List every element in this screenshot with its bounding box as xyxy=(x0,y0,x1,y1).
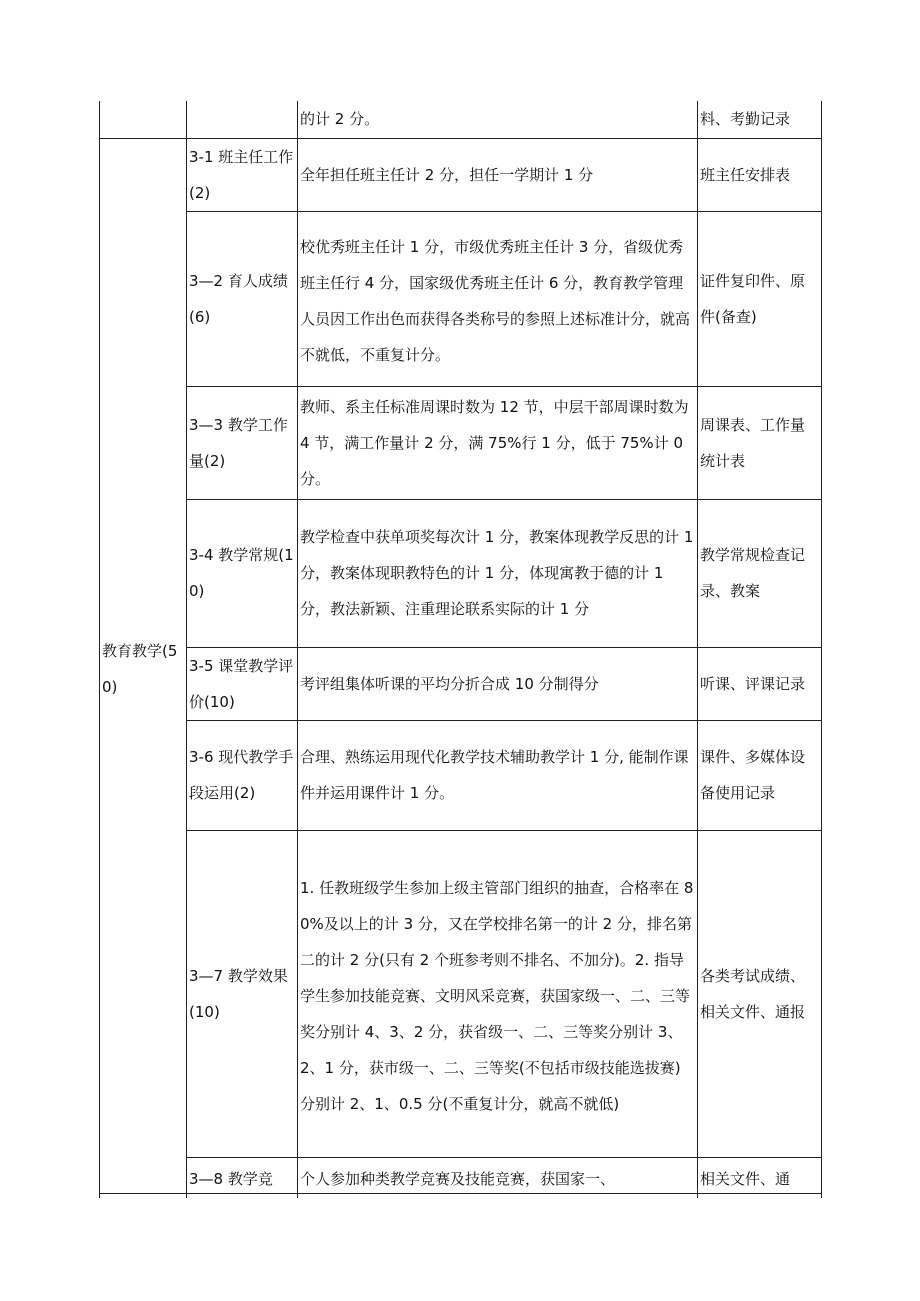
content-cell: 全年担任班主任计 2 分，担任一学期计 1 分 xyxy=(298,138,698,211)
evidence-cell: 班主任安排表 xyxy=(698,138,822,211)
table-row xyxy=(100,830,822,1157)
content-cell: 考评组集体听课的平均分折合成 10 分制得分 xyxy=(298,647,698,720)
table-row xyxy=(100,138,822,211)
item-cell: 3—2 育人成绩(6) xyxy=(187,211,298,386)
evaluation-table xyxy=(99,101,822,1198)
item-cell: 3—8 教学竞 xyxy=(187,1157,298,1198)
item-cell: 3-4 教学常规(10) xyxy=(187,499,298,647)
evidence-cell: 教学常规检查记录、教案 xyxy=(698,499,822,647)
table-row xyxy=(100,647,822,720)
evidence-cell: 料、考勤记录 xyxy=(698,101,822,138)
table-row xyxy=(100,211,822,386)
evidence-cell: 相关文件、通 xyxy=(698,1157,822,1198)
table-row xyxy=(100,499,822,647)
table-row xyxy=(100,720,822,830)
content-cell: 个人参加种类教学竞赛及技能竞赛，获国家一、 xyxy=(298,1157,698,1198)
content-cell: 的计 2 分。 xyxy=(298,101,698,138)
content-cell: 教学检查中获单项奖每次计 1 分，教案体现教学反思的计 1 分，教案体现职教特色的计 1 分，体现寓教于德的计 1 分，教法新颖、注重理论联系实际的计 1 分 xyxy=(298,499,698,647)
content-cell: 教师、系主任标准周课时数为 12 节，中层干部周课时数为 4 节，满工作量计 2 分，满 75%行 1 分，低于 75%计 0 分。 xyxy=(298,386,698,499)
table-row-carry xyxy=(100,101,822,138)
item-cell: 3-5 课堂教学评价(10) xyxy=(187,647,298,720)
evidence-cell: 各类考试成绩、相关文件、通报 xyxy=(698,830,822,1157)
category-cell xyxy=(100,138,187,1198)
content-cell: 合理、熟练运用现代化教学技术辅助教学计 1 分, 能制作课件并运用课件计 1 分。 xyxy=(298,720,698,830)
item-cell: 3-6 现代教学手段运用(2) xyxy=(187,720,298,830)
evidence-cell: 周课表、工作量统计表 xyxy=(698,386,822,499)
item-cell xyxy=(187,101,298,138)
category-cell-previous xyxy=(100,101,187,138)
item-cell: 3—3 教学工作量(2) xyxy=(187,386,298,499)
evidence-cell: 听课、评课记录 xyxy=(698,647,822,720)
table-row xyxy=(100,1157,822,1198)
evidence-cell: 证件复印件、原件(备查) xyxy=(698,211,822,386)
evidence-cell: 课件、多媒体设备使用记录 xyxy=(698,720,822,830)
item-cell: 3-1 班主任工作(2) xyxy=(187,138,298,211)
table-row xyxy=(100,386,822,499)
category-label: 教育教学(50) xyxy=(102,642,178,697)
table-bottom-border xyxy=(99,1193,821,1194)
item-cell: 3—7 教学效果(10) xyxy=(187,830,298,1157)
content-cell: 校优秀班主任计 1 分，市级优秀班主任计 3 分，省级优秀班主任行 4 分，国家级优秀班主任计 6 分，教育教学管理人员因工作出色而获得各类称号的参照上述标准计分，就高不就低，不重复计分。 xyxy=(298,211,698,386)
content-cell: 1. 任教班级学生参加上级主管部门组织的抽查，合格率在 80%及以上的计 3 分，又在学校排名第一的计 2 分，排名第二的计 2 分(只有 2 个班参考则不排名、不加分)。2. 指导学生参加技能竞赛、文明风采竞赛，获国家级一、二、三等奖分别计 4、3、2 分，获省级一、二、三等奖分别计 3、2、1 分，获市级一、二、三等奖(不包括市级技能选拔赛)分别计 2、1、0.5 分(不重复计分，就高不就低) xyxy=(298,830,698,1157)
